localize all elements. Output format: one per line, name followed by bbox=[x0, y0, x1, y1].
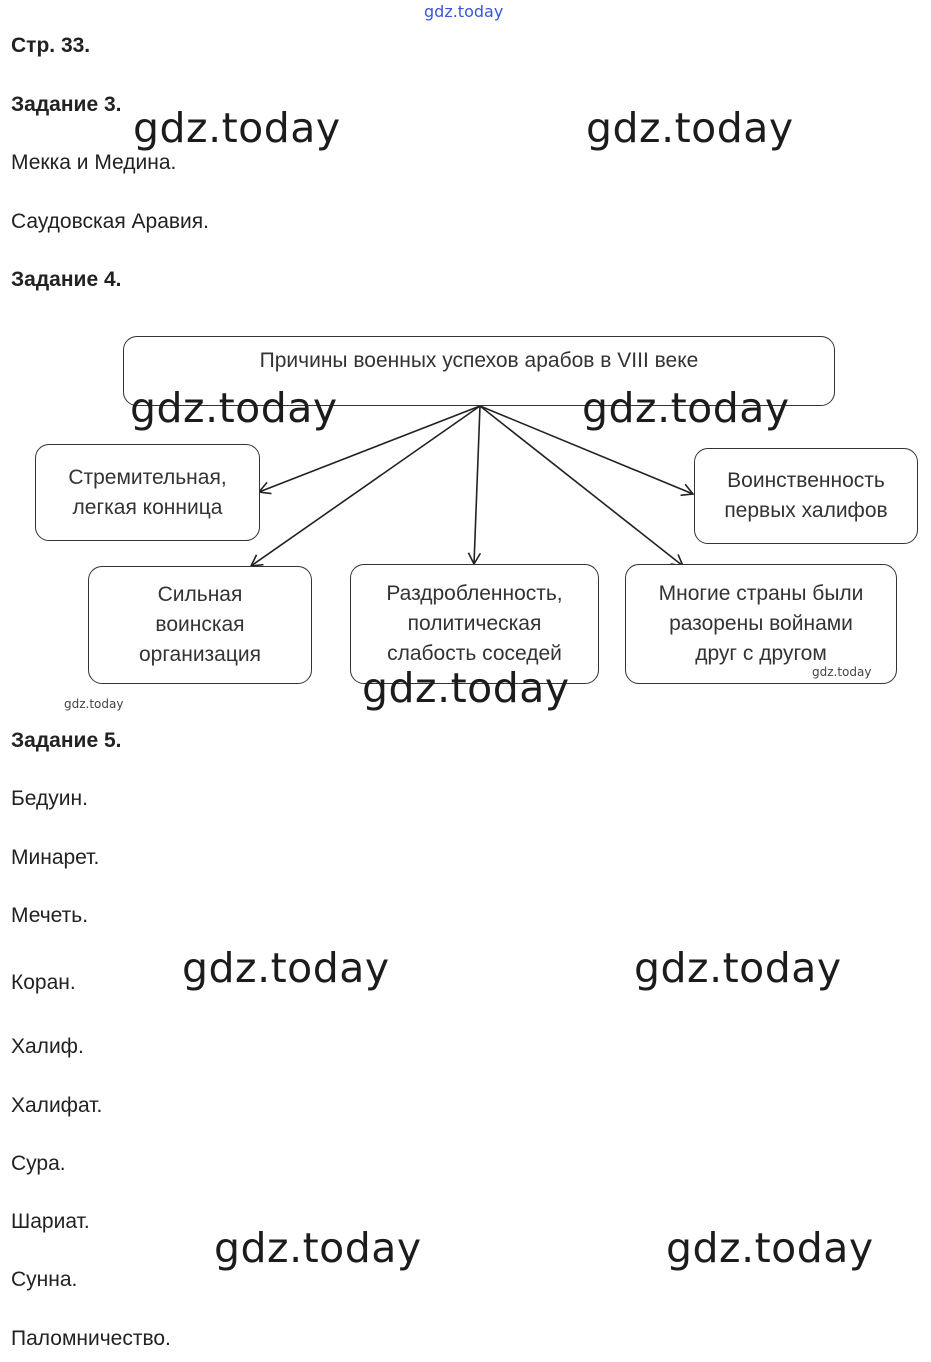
task5-heading: Задание 5. bbox=[11, 729, 122, 752]
watermark: gdz.today bbox=[586, 104, 794, 152]
watermark: gdz.today bbox=[182, 944, 390, 992]
diagram-node-label: Сильная воинская организация bbox=[138, 583, 261, 666]
diagram-node-label: Многие страны были разорены войнами друг с другом bbox=[658, 582, 864, 665]
task5-term: Шариат. bbox=[11, 1210, 90, 1233]
watermark: gdz.today bbox=[634, 944, 842, 992]
watermark: gdz.today bbox=[582, 384, 790, 432]
task5-term: Мечеть. bbox=[11, 904, 89, 927]
task5-term: Сунна. bbox=[11, 1268, 78, 1291]
page-reference: Стр. 33. bbox=[11, 34, 91, 57]
watermark: gdz.today bbox=[214, 1224, 422, 1272]
watermark: gdz.today bbox=[133, 104, 341, 152]
diagram-node-label: Стремительная, легкая конница bbox=[68, 465, 227, 519]
watermark-small: gdz.today bbox=[812, 665, 872, 679]
diagram-node-label: Воинственность первых халифов bbox=[724, 469, 888, 522]
task3-answer: Саудовская Аравия. bbox=[11, 210, 209, 233]
diagram-root-label: Причины военных успехов арабов в VIII веке bbox=[259, 349, 699, 372]
arrow-to-fragmentation bbox=[474, 406, 480, 564]
watermark: gdz.today bbox=[362, 664, 570, 712]
task3-heading: Задание 3. bbox=[11, 93, 122, 116]
diagram-node-caliphs bbox=[694, 448, 918, 544]
task5-term: Халифат. bbox=[11, 1094, 103, 1117]
task4-heading: Задание 4. bbox=[11, 268, 122, 291]
diagram-node-label: Раздробленность, политическая слабость соседей bbox=[386, 582, 563, 665]
watermark: gdz.today bbox=[666, 1224, 874, 1272]
task3-answer: Мекка и Медина. bbox=[11, 151, 177, 174]
task5-term: Халиф. bbox=[11, 1035, 84, 1058]
task5-term: Паломничество. bbox=[11, 1327, 171, 1350]
watermark: gdz.today bbox=[130, 384, 338, 432]
diagram-node-organization bbox=[88, 566, 312, 684]
watermark-small: gdz.today bbox=[64, 697, 124, 711]
task5-term: Сура. bbox=[11, 1152, 66, 1175]
task5-term: Бедуин. bbox=[11, 787, 88, 810]
diagram-node-cavalry bbox=[35, 444, 260, 541]
watermark-top: gdz.today bbox=[424, 2, 504, 21]
task5-term: Минарет. bbox=[11, 846, 100, 869]
task5-term: Коран. bbox=[11, 971, 76, 994]
